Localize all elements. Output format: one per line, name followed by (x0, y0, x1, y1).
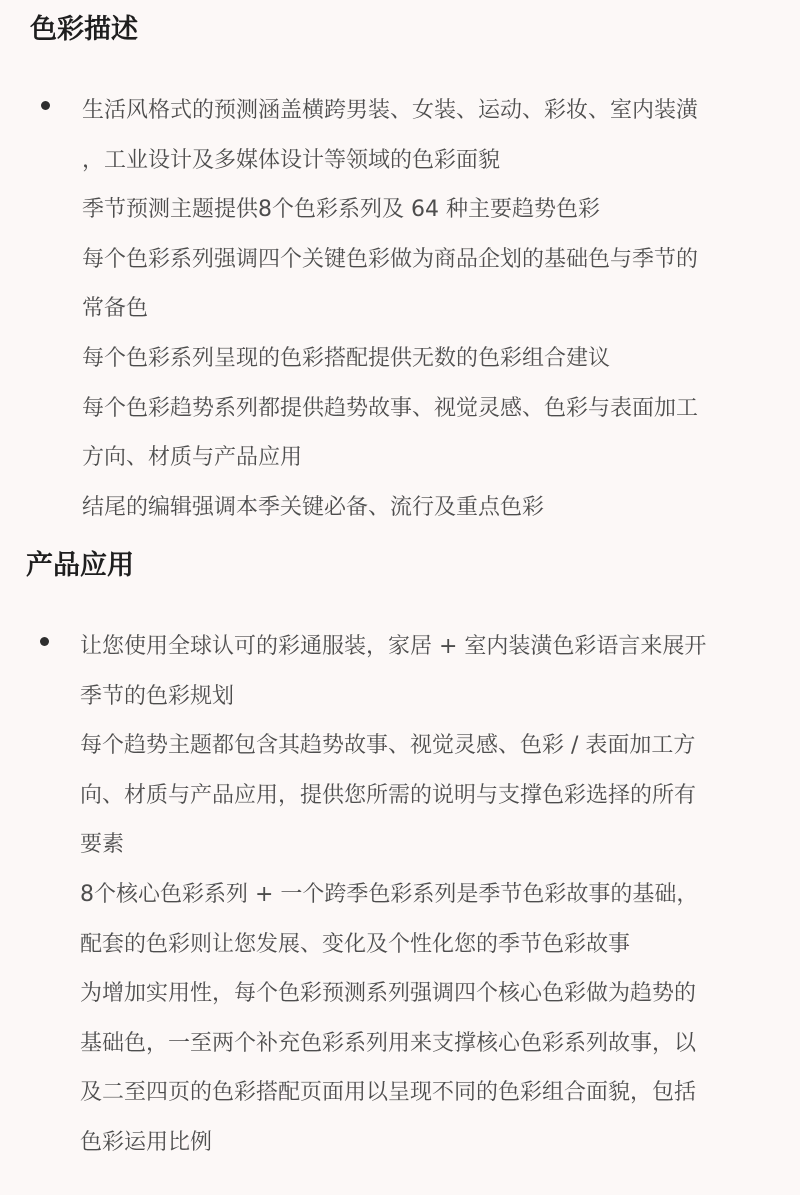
list-item: 季节的色彩规划 (80, 683, 235, 709)
color-description-list (82, 86, 698, 532)
color-description-section (0, 0, 800, 530)
list-item: 向、材质与产品应用，提供您所需的说明与支撑色彩选择的所有 (80, 782, 697, 808)
list-item: 每个趋势主题都包含其趋势故事、视觉灵感、色彩 / 表面加工方 (80, 733, 696, 759)
list-item: ，工业设计及多媒体设计等领域的色彩面貌 (82, 147, 501, 173)
list-item: 每个色彩趋势系列都提供趋势故事、视觉灵感、色彩与表面加工 (82, 395, 699, 421)
product-application-section (0, 530, 800, 1195)
list-item: 配套的色彩则让您发展、变化及个性化您的季节色彩故事 (80, 931, 631, 957)
list-item: 及二至四页的色彩搭配页面用以呈现不同的色彩组合面貌，包括 (80, 1080, 697, 1106)
list-item: 为增加实用性，每个色彩预测系列强调四个核心色彩做为趋势的 (80, 981, 697, 1007)
bullet-icon (40, 637, 49, 646)
list-item: 季节预测主题提供8个色彩系列及 64 种主要趋势色彩 (82, 197, 600, 223)
list-item: 每个色彩系列强调四个关键色彩做为商品企划的基础色与季节的 (82, 246, 699, 272)
list-item: 结尾的编辑强调本季关键必备、流行及重点色彩 (82, 494, 545, 520)
list-item: 8个核心色彩系列 + 一个跨季色彩系列是季节色彩故事的基础， (80, 881, 699, 907)
section-title-color-description: 色彩描述 (30, 14, 138, 45)
list-item: 要素 (80, 832, 125, 858)
list-item: 生活风格式的预测涵盖横跨男装、女装、运动、彩妆、室内装潢 (82, 98, 699, 123)
list-item: 每个色彩系列呈现的色彩搭配提供无数的色彩组合建议 (82, 345, 611, 371)
product-application-list (80, 622, 706, 1168)
list-item: 常备色 (82, 296, 149, 322)
bullet-icon (41, 101, 50, 110)
section-title-product-application: 产品应用 (26, 550, 134, 581)
list-item: 让您使用全球认可的彩通服装，家居 + 室内装潢色彩语言来展开 (80, 634, 707, 659)
list-item: 方向、材质与产品应用 (82, 445, 303, 471)
list-item: 基础色，一至两个补充色彩系列用来支撑核心色彩系列故事，以 (80, 1030, 697, 1056)
list-item: 色彩运用比例 (80, 1129, 213, 1155)
